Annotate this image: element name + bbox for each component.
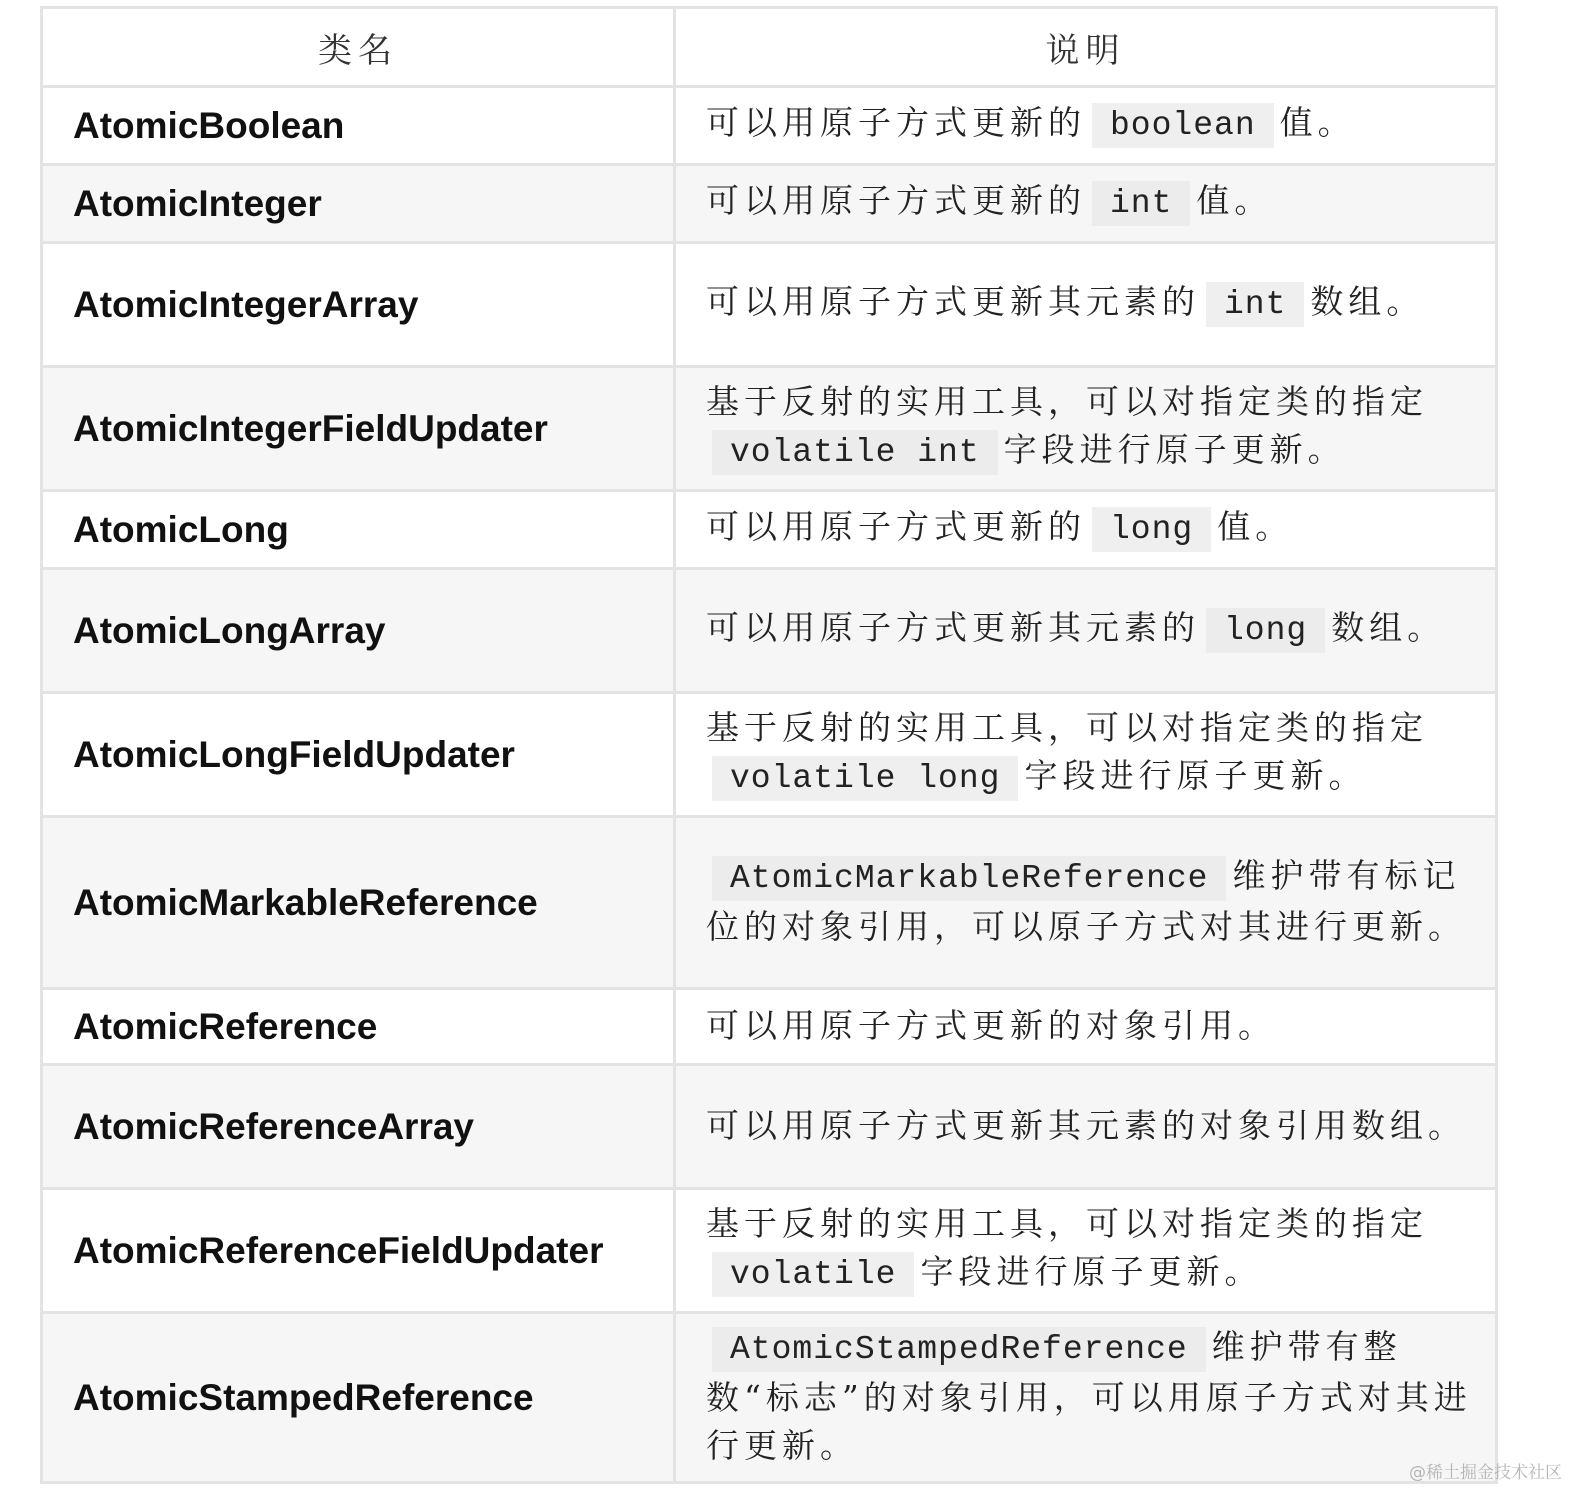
description-text: 可以用原子方式更新其元素的 — [706, 282, 1200, 321]
description-cell — [675, 693, 1497, 817]
inline-code: long — [1092, 507, 1211, 552]
description-text: 值。 — [1279, 103, 1356, 142]
class-name-cell: AtomicBoolean — [42, 87, 675, 165]
class-name-cell: AtomicReferenceArray — [42, 1065, 675, 1189]
description-text: 基于反射的实用工具，可以对指定类的指定 — [706, 382, 1428, 421]
description-text: 字段进行原子更新。 — [920, 1252, 1263, 1291]
description-text: 字段进行原子更新。 — [1024, 756, 1367, 795]
column-header-description: 说明 — [675, 8, 1497, 87]
description-cell — [675, 1189, 1497, 1313]
table-row — [42, 693, 1497, 817]
description-cell — [675, 367, 1497, 491]
description-cell — [675, 243, 1497, 367]
inline-code: boolean — [1092, 103, 1274, 148]
table-row — [42, 1313, 1497, 1483]
description-text: 可以用原子方式更新的 — [706, 181, 1086, 220]
description-text: 数组。 — [1331, 608, 1446, 647]
table-row — [42, 243, 1497, 367]
inline-code: volatile — [712, 1252, 914, 1297]
description-cell — [675, 569, 1497, 693]
class-name-cell: AtomicMarkableReference — [42, 817, 675, 989]
class-name-cell: AtomicLong — [42, 491, 675, 569]
inline-code: volatile int — [712, 430, 998, 475]
watermark: @稀土掘金技术社区 — [1409, 1463, 1562, 1483]
description-text: 维护带有标记位的对象引用，可以原子方式对其进行更新。 — [706, 856, 1466, 946]
inline-code: volatile long — [712, 756, 1018, 801]
class-name-cell: AtomicIntegerArray — [42, 243, 675, 367]
table-row — [42, 367, 1497, 491]
description-text: 基于反射的实用工具，可以对指定类的指定 — [706, 708, 1428, 747]
inline-code: AtomicStampedReference — [712, 1327, 1206, 1372]
description-text: 值。 — [1196, 181, 1273, 220]
inline-code: long — [1206, 608, 1325, 653]
description-text: 基于反射的实用工具，可以对指定类的指定 — [706, 1204, 1428, 1243]
description-text: 字段进行原子更新。 — [1003, 430, 1346, 469]
description-cell — [675, 1313, 1497, 1483]
description-text: 可以用原子方式更新的对象引用。 — [706, 1005, 1276, 1045]
description-cell — [675, 989, 1497, 1065]
class-name-cell: AtomicReference — [42, 989, 675, 1065]
class-name-cell: AtomicLongFieldUpdater — [42, 693, 675, 817]
description-cell — [675, 1065, 1497, 1189]
table-row — [42, 569, 1497, 693]
class-name-cell: AtomicIntegerFieldUpdater — [42, 367, 675, 491]
column-header-class-name: 类名 — [42, 8, 675, 87]
description-text: 值。 — [1217, 507, 1294, 546]
description-text: 可以用原子方式更新其元素的对象引用数组。 — [706, 1105, 1466, 1145]
class-name-cell: AtomicReferenceFieldUpdater — [42, 1189, 675, 1313]
description-text: 可以用原子方式更新的 — [706, 507, 1086, 546]
atomic-classes-table-container — [40, 6, 1495, 1484]
description-text: 维护带有整数“标志”的对象引用，可以用原子方式对其进行更新。 — [706, 1327, 1472, 1465]
table-row — [42, 491, 1497, 569]
table-row — [42, 1065, 1497, 1189]
inline-code: AtomicMarkableReference — [712, 856, 1226, 901]
inline-code: int — [1206, 282, 1304, 327]
table-body — [42, 87, 1497, 1483]
description-cell — [675, 165, 1497, 243]
description-cell — [675, 87, 1497, 165]
description-cell — [675, 817, 1497, 989]
class-name-cell: AtomicStampedReference — [42, 1313, 675, 1483]
class-name-cell: AtomicLongArray — [42, 569, 675, 693]
table-row — [42, 165, 1497, 243]
description-text: 可以用原子方式更新的 — [706, 103, 1086, 142]
table-row — [42, 817, 1497, 989]
atomic-classes-table — [40, 6, 1498, 1484]
inline-code: int — [1092, 181, 1190, 226]
class-name-cell: AtomicInteger — [42, 165, 675, 243]
table-row — [42, 87, 1497, 165]
table-row — [42, 1189, 1497, 1313]
description-text: 数组。 — [1310, 282, 1425, 321]
table-row — [42, 989, 1497, 1065]
table-header-row — [42, 8, 1497, 87]
description-text: 可以用原子方式更新其元素的 — [706, 608, 1200, 647]
description-cell — [675, 491, 1497, 569]
